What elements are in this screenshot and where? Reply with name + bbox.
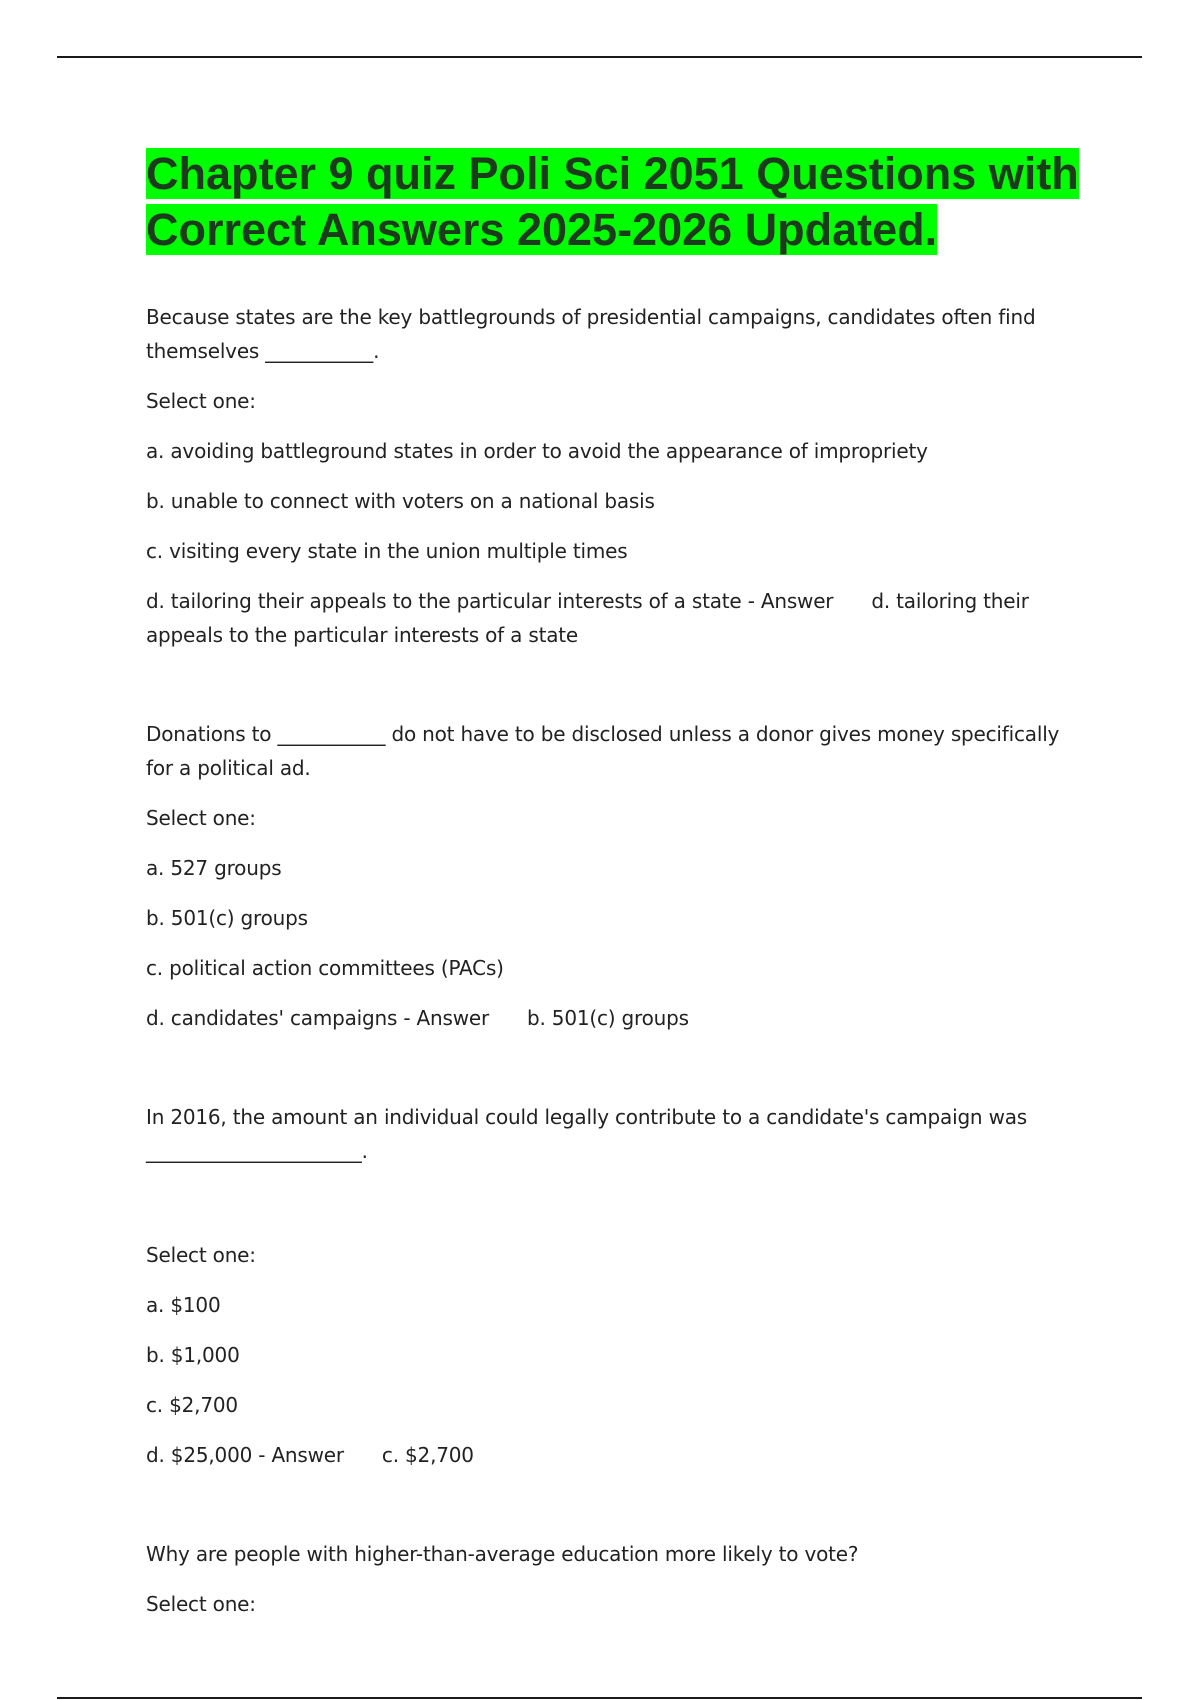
question-2 [146, 717, 1081, 1035]
question-3-answer: c. $2,700 [381, 1443, 474, 1467]
document-title [146, 146, 1081, 258]
question-1-option-a: a. avoiding battleground states in order to avoid the appearance of impropriety [146, 439, 928, 463]
top-rule [57, 56, 1142, 58]
question-3-option-c: c. $2,700 [146, 1393, 238, 1417]
question-2-option-a: a. 527 groups [146, 856, 282, 880]
bottom-rule [57, 1697, 1142, 1699]
question-1 [146, 300, 1081, 652]
question-2-option-c: c. political action committees (PACs) [146, 956, 504, 980]
question-2-select-label: Select one: [146, 806, 256, 830]
question-2-option-d: d. candidates' campaigns - Answer [146, 1006, 489, 1030]
question-2-answer: b. 501(c) groups [527, 1006, 689, 1030]
document-body [146, 146, 1081, 1637]
question-4 [146, 1537, 1081, 1621]
question-3-option-d-with-answer [146, 1438, 1081, 1472]
question-2-stem: Donations to ___________ do not have to be disclosed unless a donor gives money specifically for a political ad. [146, 722, 1060, 780]
question-1-select-label: Select one: [146, 389, 256, 413]
question-3-option-d: d. $25,000 - Answer [146, 1443, 344, 1467]
question-1-option-c: c. visiting every state in the union multiple times [146, 539, 628, 563]
question-2-option-d-with-answer [146, 1001, 1081, 1035]
question-3-option-b: b. $1,000 [146, 1343, 240, 1367]
question-3-select-label: Select one: [146, 1243, 256, 1267]
question-1-answer: d. tailoring their appeals to the particular interests of a state [146, 589, 1029, 647]
question-3-option-a: a. $100 [146, 1293, 221, 1317]
document-title-text: Chapter 9 quiz Poli Sci 2051 Questions with Correct Answers 2025-2026 Updated. [146, 148, 1079, 255]
question-1-option-d-with-answer [146, 584, 1081, 652]
question-1-option-d: d. tailoring their appeals to the particular interests of a state - Answer [146, 589, 834, 613]
question-4-stem: Why are people with higher-than-average education more likely to vote? [146, 1542, 859, 1566]
question-1-option-b: b. unable to connect with voters on a national basis [146, 489, 655, 513]
question-4-select-label: Select one: [146, 1592, 256, 1616]
question-2-option-b: b. 501(c) groups [146, 906, 308, 930]
question-3 [146, 1100, 1081, 1472]
question-1-stem: Because states are the key battlegrounds of presidential campaigns, candidates often find themselves ___________. [146, 305, 1036, 363]
question-3-stem: In 2016, the amount an individual could legally contribute to a candidate's campaign was ______________________. [146, 1105, 1028, 1163]
